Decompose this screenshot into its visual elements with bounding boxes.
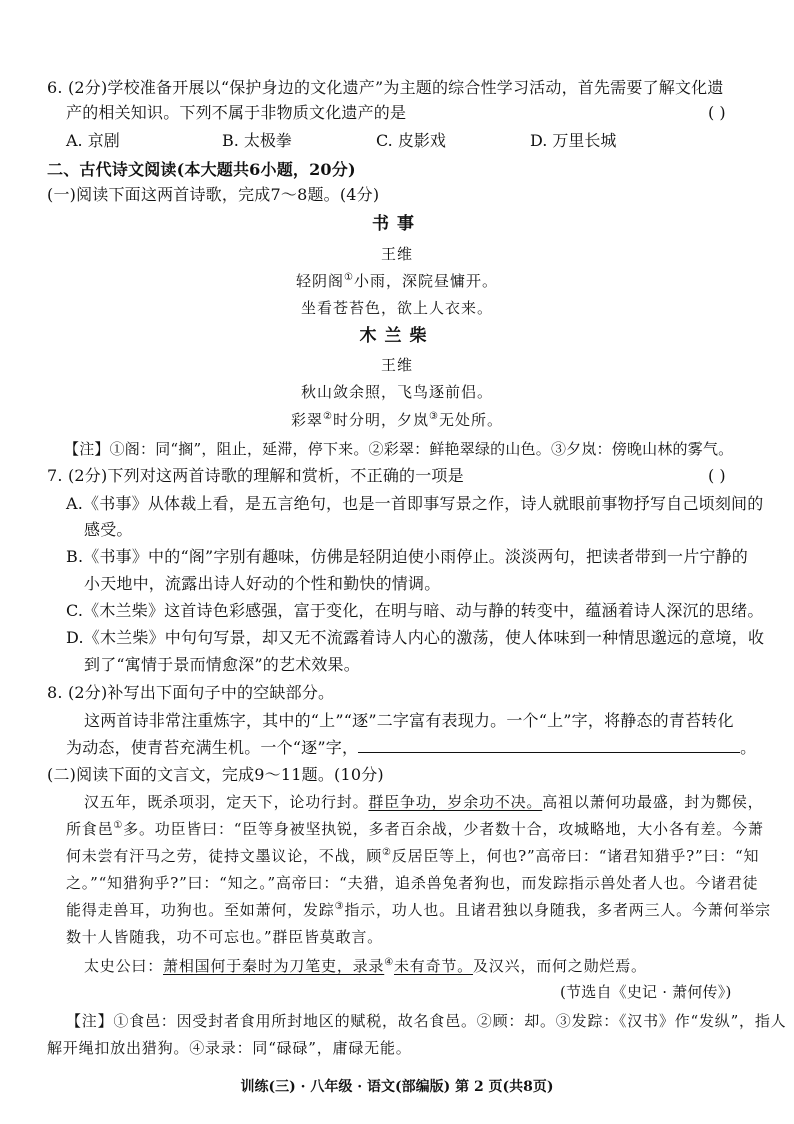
poem1-line1: 轻阴阁①小雨，深院昼慵开。 [296, 272, 498, 290]
poem2-line2: 彩翠②时分明，夕岚③无处所。 [291, 411, 503, 429]
q7-option-d-line2: 到了“寓情于景而情愈深”的艺术效果。 [84, 655, 360, 674]
q7-stem: 7. (2分)下列对这两首诗歌的理解和赏析，不正确的一项是 [47, 466, 464, 485]
classical-note-line2: 解开绳扣放出猎狗。④录录：同“碌碌”，庸碌无能。 [47, 1039, 412, 1057]
q7-option-d-line1: D.《木兰柴》中句句写景，却又无不流露着诗人内心的激荡，使人体味到一种情思邈远的意境，收 [66, 628, 765, 647]
poem2-line1: 秋山敛余照，飞鸟逐前侣。 [300, 383, 493, 401]
q8-answer-blank[interactable] [358, 738, 740, 753]
q7-option-a-line2: 感受。 [84, 520, 133, 539]
classical-line5: 能得走兽耳，功狗也。至如萧何，发踪③指示，功人也。且诸君独以身随我，多者两三人。今萧何举宗 [66, 901, 771, 919]
q6-option-b: B. 太极拳 [222, 131, 292, 150]
classical-line2: 所食邑①多。功臣皆曰：“臣等身被坚执锐，多者百余战，少者数十合，攻城略地，大小各有差。今萧 [66, 820, 764, 838]
section2-part2: (二)阅读下面的文言文，完成9～11题。(10分) [47, 765, 384, 784]
underlined-sentence-1: 群臣争功，岁余功不决。 [368, 793, 543, 811]
q8-text-line2: 为动态，使青苔充满生机。一个“逐”字， 。 [66, 738, 757, 757]
q6-option-d: D. 万里长城 [530, 131, 617, 150]
q6-answer-paren: ( ) [708, 103, 726, 122]
classical-line6: 数十人皆随我，功不可忘也。”群臣皆莫敢言。 [66, 928, 383, 946]
q6-stem-line1: 6. (2分)学校准备开展以“保护身边的文化遗产”为主题的综合性学习活动，首先需要了解文化遗 [47, 78, 724, 97]
classical-line3: 何未尝有汗马之劳，徒持文墨议论，不战，顾②反居臣等上，何也?”高帝曰：“诸君知猎乎?”曰：“知 [66, 847, 760, 865]
classical-line4: 之。”“知猎狗乎?”曰：“知之。”高帝曰：“夫猎，追杀兽兔者狗也，而发踪指示兽处者人也。今诸君徒 [66, 874, 759, 892]
poem2-author: 王维 [380, 356, 413, 374]
poem1-line2: 坐看苍苔色，欲上人衣来。 [300, 299, 493, 317]
poem2-title: 木兰柴 [359, 326, 435, 346]
q8-stem: 8. (2分)补写出下面句子中的空缺部分。 [47, 683, 335, 702]
classical-line1: 汉五年，既杀项羽，定天下，论功行封。群臣争功，岁余功不决。高祖以萧何功最盛，封为酂侯， [84, 793, 764, 811]
q7-answer-paren: ( ) [708, 466, 726, 485]
page-footer: 训练(三) · 八年级 · 语文(部编版) 第 2 页(共8页) [240, 1079, 554, 1095]
poem-note: 【注】①阁：同“搁”，阻止，延滞，停下来。②彩翠：鲜艳翠绿的山色。③夕岚：傍晚山林的雾气。 [64, 440, 734, 458]
classical-line7: 太史公曰：萧相国何于秦时为刀笔吏，录录④未有奇节。及汉兴，而何之勋烂焉。 [84, 957, 647, 975]
q7-option-c: C.《木兰柴》这首诗色彩感强，富于变化，在明与暗、动与静的转变中，蕴涵着诗人深沉的思绪。 [66, 601, 764, 620]
classical-source: (节选自《史记 · 萧何传》) [560, 983, 732, 1001]
poem1-title: 书事 [372, 214, 422, 234]
q7-option-b-line2: 小天地中，流露出诗人好动的个性和勤快的情调。 [84, 574, 441, 593]
q6-option-c: C. 皮影戏 [376, 131, 446, 150]
poem1-author: 王维 [380, 245, 413, 263]
underlined-sentence-2: 萧相国何于秦时为刀笔吏，录录 [163, 957, 385, 975]
q6-stem-line2: 产的相关知识。下列不属于非物质文化遗产的是 [66, 103, 407, 122]
q7-option-a-line1: A.《书事》从体裁上看，是五言绝句，也是一首即事写景之作，诗人就眼前事物抒写自己顷刻间的 [66, 494, 764, 513]
section2-heading: 二、古代诗文阅读(本大题共6小题，20分) [47, 160, 356, 179]
classical-note-line1: 【注】①食邑：因受封者食用所封地区的赋税，故名食邑。②顾：却。③发踪：《汉书》作“发纵”，指人 [66, 1012, 787, 1030]
section2-part1: (一)阅读下面这两首诗歌，完成7～8题。(4分) [47, 185, 380, 204]
q6-option-a: A. 京剧 [66, 131, 120, 150]
q8-text-line1: 这两首诗非常注重炼字，其中的“上”“逐”二字富有表现力。一个“上”字，将静态的青苔转化 [84, 711, 734, 730]
q7-option-b-line1: B.《书事》中的“阁”字别有趣味，仿佛是轻阴迫使小雨停止。淡淡两句，把读者带到一片宁静的 [66, 547, 749, 566]
